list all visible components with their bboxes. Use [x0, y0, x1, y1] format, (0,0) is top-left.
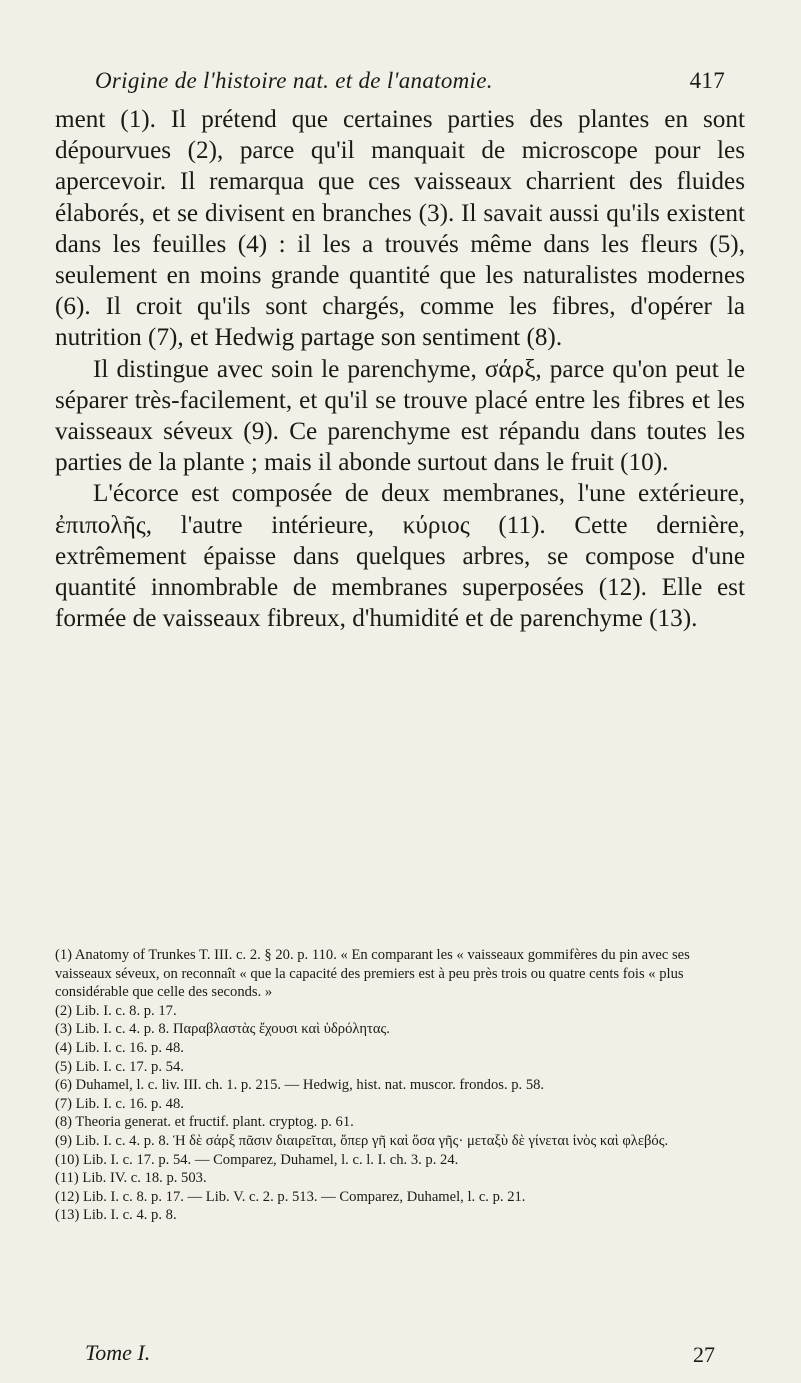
footnote-12: (12) Lib. I. c. 8. p. 17. — Lib. V. c. 2. p. 513. — Comparez, Duhamel, l. c. p. 21.	[55, 1188, 526, 1205]
footnote-13: (13) Lib. I. c. 4. p. 8.	[55, 1207, 177, 1224]
paragraph-2: Il distingue avec soin le parenchyme, σάρξ, parce qu'on peut le séparer très-facilement, et qu'il se trouve placé entre les fibres et les vaisseaux séveux (9). Ce parenchyme est répandu dans toutes les parties de la plante ; mais il abonde surtout dans le fruit (10).	[55, 355, 745, 477]
footnote-2: (2) Lib. I. c. 8. p. 17.	[55, 1002, 177, 1019]
running-title: Origine de l'histoire nat. et de l'anatomie.	[95, 68, 493, 93]
footnotes	[55, 946, 745, 1225]
signature-mark: 27	[693, 1342, 715, 1367]
main-text	[55, 104, 745, 634]
footnote-8: (8) Theoria generat. et fructif. plant. cryptog. p. 61.	[55, 1114, 354, 1131]
footnote-5: (5) Lib. I. c. 17. p. 54.	[55, 1058, 184, 1075]
paragraph-1: ment (1). Il prétend que certaines parties des plantes en sont dépourvues (2), parce qu'il manquait de microscope pour les apercevoir. Il remarqua que ces vaisseaux charrient des fluides élaborés, et se divisent en branches (3). Il savait aussi qu'ils existent dans les feuilles (4) : il les a trouvés même dans les fleurs (5), seulement en moins grande quantité que les naturalistes modernes (6). Il croit qu'ils sont chargés, comme les fibres, d'opérer la nutrition (7), et Hedwig partage son sentiment (8).	[55, 106, 745, 352]
footnote-7: (7) Lib. I. c. 16. p. 48.	[55, 1095, 184, 1112]
footnote-10: (10) Lib. I. c. 17. p. 54. — Comparez, Duhamel, l. c. l. I. ch. 3. p. 24.	[55, 1151, 459, 1168]
footnote-1: (1) Anatomy of Trunkes T. III. c. 2. § 20. p. 110. « En comparant les « vaisseaux gommifères du pin avec ses vaisseaux séveux, on reconnaît « que la capacité des premiers est à peu près trois ou quatre cents fois « plus considérable que celle des seconds. »	[55, 947, 690, 1001]
tome-label: Tome I.	[85, 1340, 151, 1365]
page-number: 417	[689, 68, 725, 93]
footnote-4: (4) Lib. I. c. 16. p. 48.	[55, 1039, 184, 1056]
footnote-11: (11) Lib. IV. c. 18. p. 503.	[55, 1170, 207, 1187]
paragraph-3: L'écorce est composée de deux membranes, l'une extérieure, ἐπιπολῆς, l'autre intérieure, κύριος (11). Cette dernière, extrêmement épaisse dans quelques arbres, se compose d'une quantité innombrable de membranes superposées (12). Elle est formée de vaisseaux fibreux, d'humidité et de parenchyme (13).	[55, 480, 745, 633]
footnote-3: (3) Lib. I. c. 4. p. 8. Παραβλαστὰς ἔχουσι καὶ ὑδρόλητας.	[55, 1021, 390, 1038]
footnote-9: (9) Lib. I. c. 4. p. 8. Ἡ δὲ σάρξ πᾶσιν διαιρεῖται, ὅπερ γῆ καὶ ὅσα γῆς· μεταξὺ δὲ γίνεται ἰνὸς καὶ φλεβός.	[55, 1132, 669, 1149]
footnote-6: (6) Duhamel, l. c. liv. III. ch. 1. p. 215. — Hedwig, hist. nat. muscor. frondos. p. 58.	[55, 1077, 545, 1094]
running-header	[95, 68, 725, 94]
